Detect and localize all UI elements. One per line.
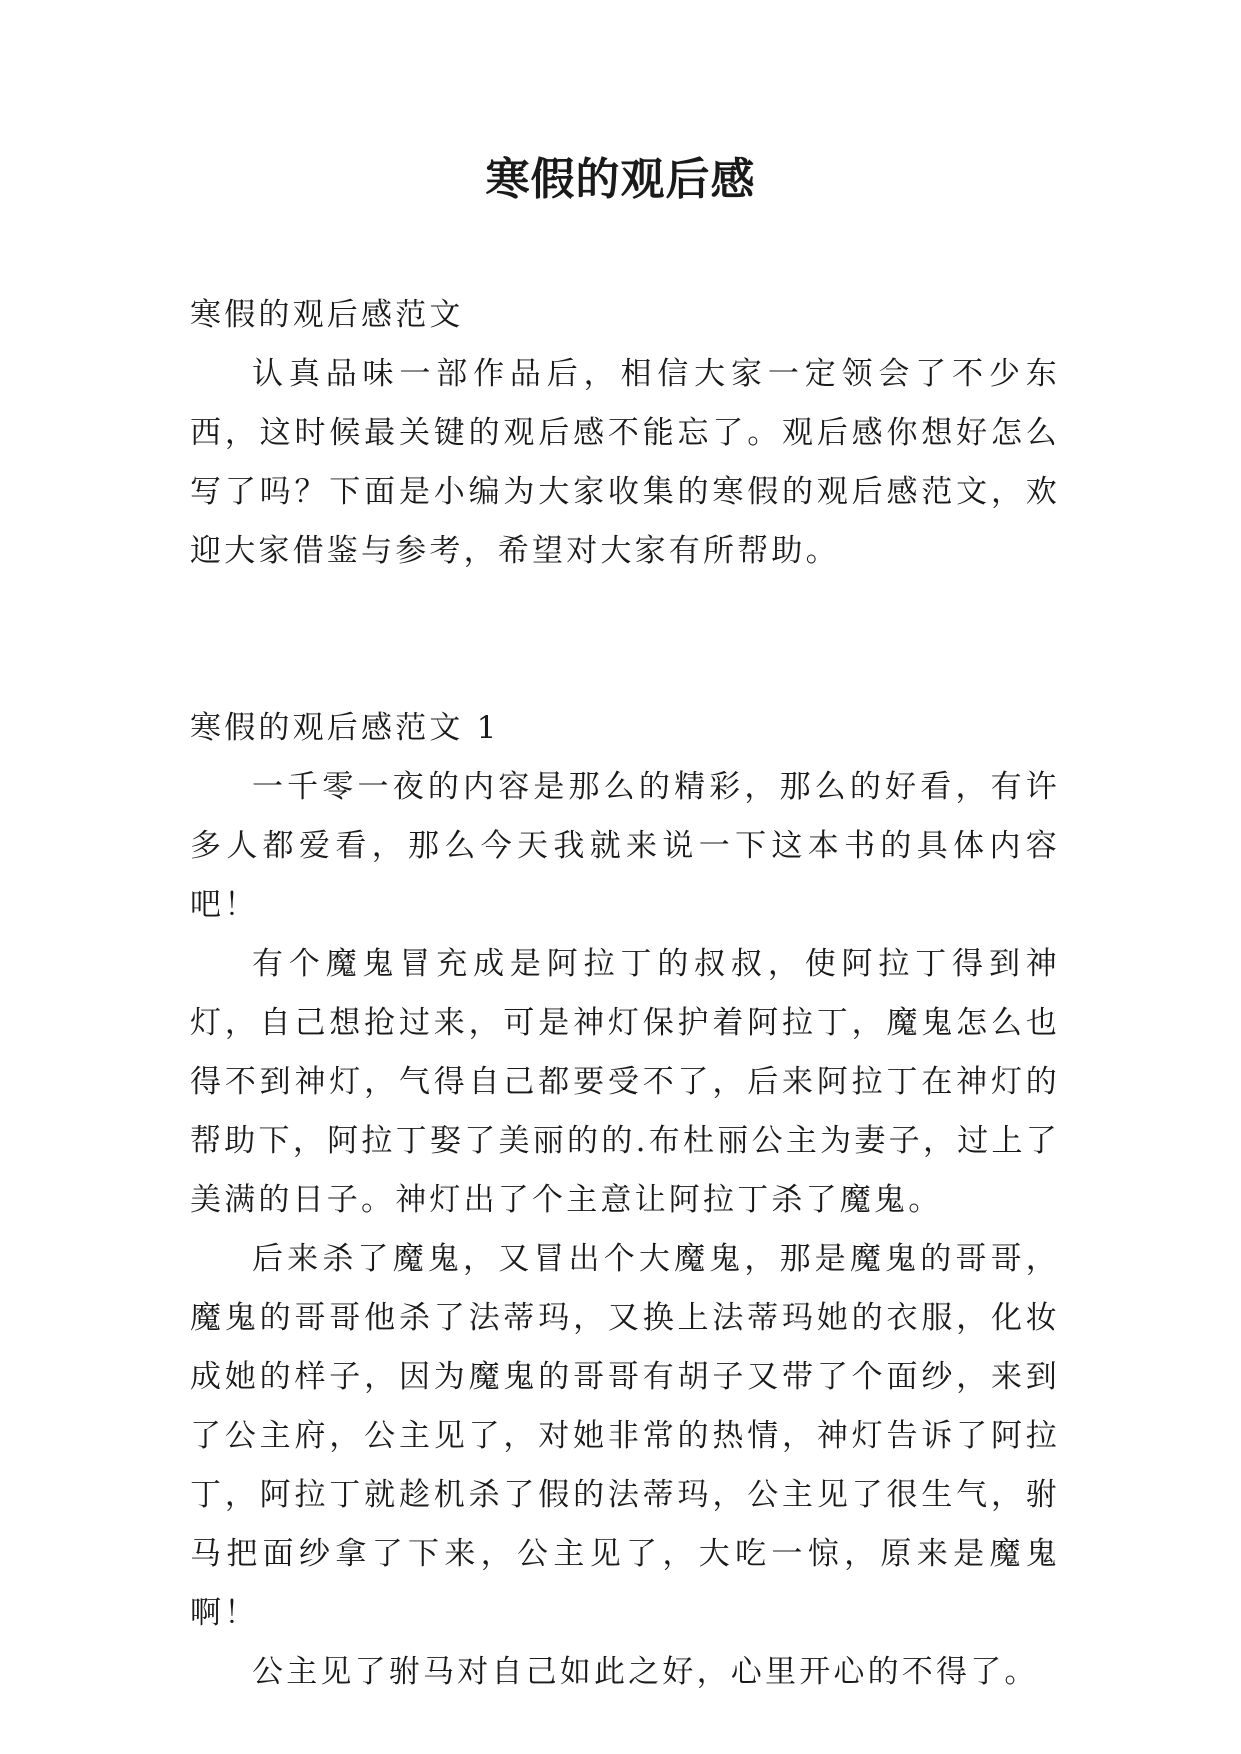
document-body bbox=[190, 286, 1060, 1702]
section-paragraph-2: 有个魔鬼冒充成是阿拉丁的叔叔，使阿拉丁得到神灯，自己想抢过来，可是神灯保护着阿拉丁，魔鬼怎么也得不到神灯，气得自己都要受不了，后来阿拉丁在神灯的帮助下，阿拉丁娶了美丽的的.布杜丽公主为妻子，过上了美满的日子。神灯出了个主意让阿拉丁杀了魔鬼。 bbox=[190, 946, 1060, 1218]
section-paragraph-3: 后来杀了魔鬼，又冒出个大魔鬼，那是魔鬼的哥哥，魔鬼的哥哥他杀了法蒂玛，又换上法蒂玛她的衣服，化妆成她的样子，因为魔鬼的哥哥有胡子又带了个面纱，来到了公主府，公主见了，对她非常的热情，神灯告诉了阿拉丁，阿拉丁就趁机杀了假的法蒂玛，公主见了很生气，驸马把面纱拿了下来，公主见了，大吃一惊，原来是魔鬼啊！ bbox=[190, 1241, 1060, 1631]
section-paragraph-4: 公主见了驸马对自己如此之好，心里开心的不得了。 bbox=[252, 1654, 1039, 1690]
document-title: 寒假的观后感 bbox=[485, 154, 756, 205]
section-spacer bbox=[190, 581, 1060, 699]
intro-paragraph: 认真品味一部作品后，相信大家一定领会了不少东西，这时候最关键的观后感不能忘了。观后感你想好怎么写了吗？下面是小编为大家收集的寒假的观后感范文，欢迎大家借鉴与参考，希望对大家有所帮助。 bbox=[190, 356, 1060, 569]
intro-heading: 寒假的观后感范文 bbox=[190, 297, 464, 333]
section-paragraph-1: 一千零一夜的内容是那么的精彩，那么的好看，有许多人都爱看，那么今天我就来说一下这本书的具体内容吧！ bbox=[190, 769, 1060, 923]
section-heading: 寒假的观后感范文 1 bbox=[190, 710, 500, 746]
